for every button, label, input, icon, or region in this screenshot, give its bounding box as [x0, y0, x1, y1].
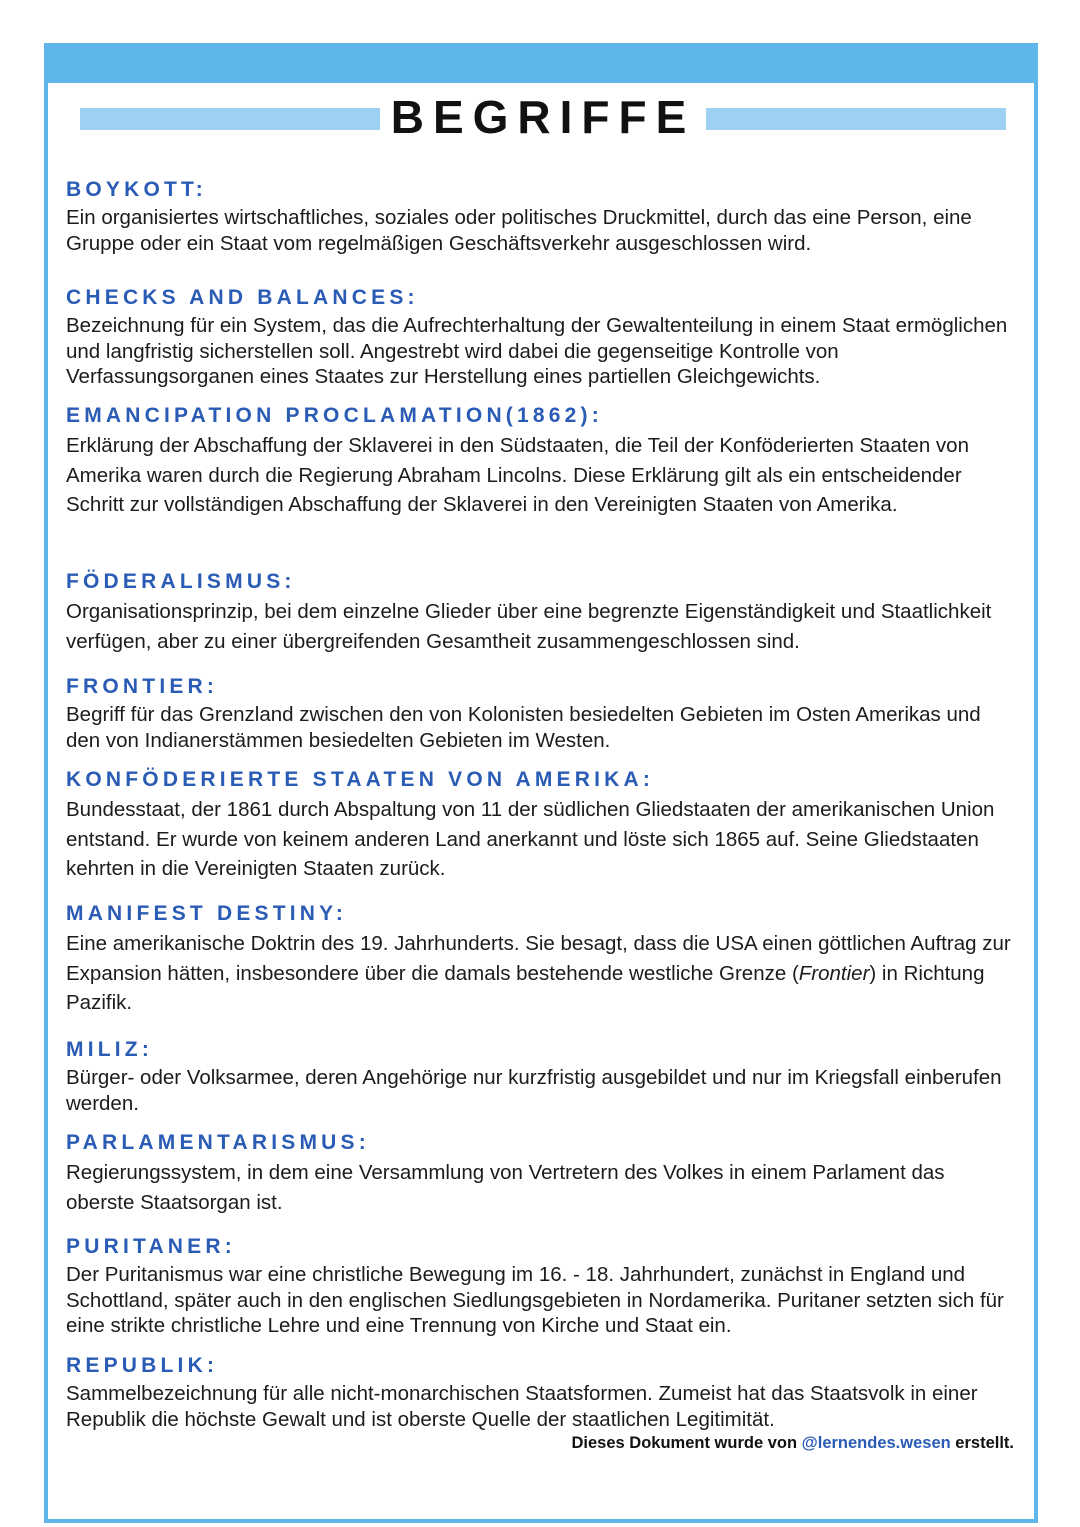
term-definition: Bürger- oder Volksarmee, deren Angehörige nur kurzfristig ausgebildet und nur im Kriegsfall einberufen werden. — [66, 1066, 1002, 1115]
entry-foederalismus — [66, 570, 1016, 656]
term-definition: Begriff für das Grenzland zwischen den von Kolonisten besiedelten Gebieten im Osten Amerikas und den von Indianerstämmen besiedelten Gebieten im Westen. — [66, 703, 981, 752]
term-definition: Der Puritanismus war eine christliche Bewegung im 16. - 18. Jahrhundert, zunächst in England und Schottland, später auch in den englischen Siedlungsgebieten in Nordamerika. Puritaner setzten sich für eine strikte christliche Lehre und eine Trennung von Kirche und Staat ein. — [66, 1263, 1004, 1337]
term-heading: FRONTIER: — [66, 675, 219, 698]
definition-italic: Frontier — [798, 961, 870, 985]
term-definition: Sammelbezeichnung für alle nicht-monarchischen Staatsformen. Zumeist hat das Staatsvolk in einer Republik die höchste Gewalt und ist oberste Quelle der staatlichen Legitimität. — [66, 1382, 978, 1431]
term-heading: PURITANER: — [66, 1235, 236, 1258]
entry-emancipation-proclamation — [66, 404, 1016, 520]
term-heading: PARLAMENTARISMUS: — [66, 1131, 370, 1154]
term-definition: Bezeichnung für ein System, das die Aufrechterhaltung der Gewaltenteilung in einem Staat ermöglichen und langfristig sicherstellen soll. Angestrebt wird dabei die gegenseitige Kontrolle von Verfassungsorganen eines Staates zur Herstellung eines partiellen Gleichgewichts. — [66, 314, 1008, 388]
term-definition: Erklärung der Abschaffung der Sklaverei in den Südstaaten, die Teil der Konföderierten Staaten von Amerika waren durch die Regierung Abraham Lincolns. Diese Erklärung gilt als ein entscheidender Schritt zur vollständigen Abschaffung der Sklaverei in den Vereinigten Staaten von Amerika. — [66, 434, 969, 516]
entry-republik — [66, 1354, 1016, 1432]
term-heading: FÖDERALISMUS: — [66, 570, 296, 593]
entry-konfoederierte-staaten — [66, 768, 1016, 884]
term-heading: CHECKS AND BALANCES: — [66, 286, 419, 309]
entry-manifest-destiny — [66, 902, 1016, 1018]
term-definition: Organisationsprinzip, bei dem einzelne Glieder über eine begrenzte Eigenständigkeit und Staatlichkeit verfügen, aber zu einer übergreifenden Gesamtheit zusammengeschlossen sind. — [66, 600, 992, 653]
page-title: BEGRIFFE — [390, 91, 696, 143]
title-bar-right — [706, 108, 1006, 130]
term-definition: Bundesstaat, der 1861 durch Abspaltung von 11 der südlichen Gliedstaaten der amerikanischen Union entstand. Er wurde von keinem anderen Land anerkannt und löste sich 1865 auf. Seine Gliedstaaten kehrten in die Vereinigten Staaten zurück. — [66, 798, 995, 880]
term-heading: KONFÖDERIERTE STAATEN VON AMERIKA: — [66, 768, 655, 791]
entry-puritaner — [66, 1235, 1016, 1339]
term-heading: REPUBLIK: — [66, 1354, 219, 1377]
footer-suffix: erstellt. — [950, 1434, 1014, 1452]
term-heading: MILIZ: — [66, 1038, 154, 1061]
entry-frontier — [66, 675, 1016, 753]
entry-miliz — [66, 1038, 1016, 1116]
entry-checks-and-balances — [66, 286, 1016, 390]
definition-text: ) in Richtung Pazifik. — [66, 961, 985, 1014]
term-definition — [66, 929, 1016, 1018]
footer-credit — [572, 1434, 1015, 1453]
author-handle-link[interactable]: @lernendes.wesen — [801, 1434, 951, 1452]
footer-prefix: Dieses Dokument wurde von — [571, 1434, 802, 1452]
term-definition: Ein organisiertes wirtschaftliches, soziales oder politisches Druckmittel, durch das eine Person, eine Gruppe oder ein Staat vom regelmäßigen Geschäftsverkehr ausgeschlossen wird. — [66, 206, 972, 255]
term-definition: Regierungssystem, in dem eine Versammlung von Vertretern des Volkes in einem Parlament das oberste Staatsorgan ist. — [66, 1161, 945, 1214]
entry-boykott — [66, 178, 1016, 256]
term-heading: EMANCIPATION PROCLAMATION(1862): — [66, 404, 603, 427]
definition-text: Eine amerikanische Doktrin des 19. Jahrhunderts. Sie besagt, dass die USA einen göttlichen Auftrag zur Expansion hätten, insbesondere über die damals bestehende westliche Grenze ( — [66, 932, 1011, 985]
title-row — [80, 92, 1006, 142]
entry-parlamentarismus — [66, 1131, 1016, 1217]
term-heading: BOYKOTT: — [66, 178, 207, 201]
term-heading: MANIFEST DESTINY: — [66, 902, 348, 925]
title-bar-left — [80, 108, 380, 130]
